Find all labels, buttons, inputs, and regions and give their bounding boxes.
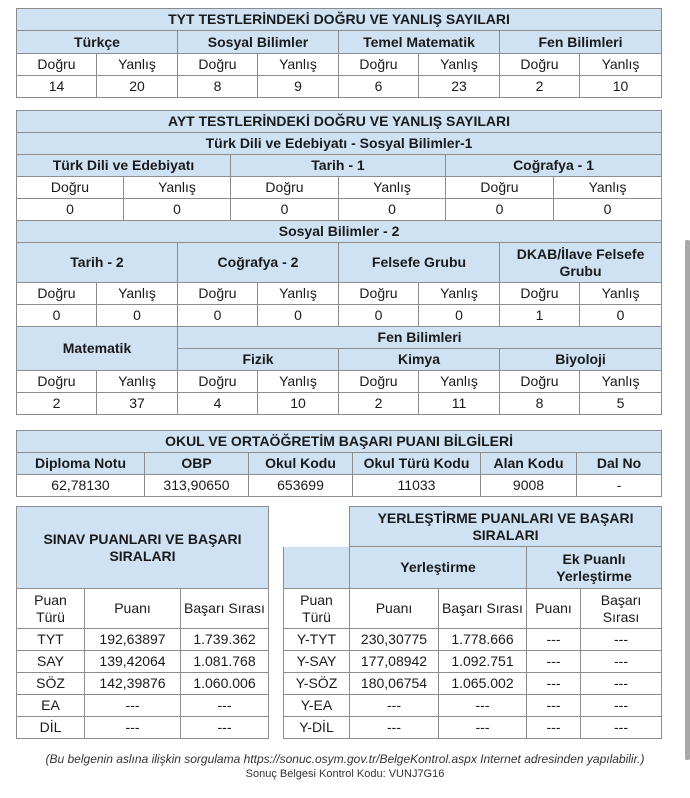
okul-table [16,430,662,497]
sinav-puan: --- [85,717,181,739]
dogru-header: Doğru [178,283,258,305]
obp-value: 313,90650 [145,475,249,497]
tyt-turkce-yanlis: 20 [97,76,178,98]
ayt-fizik-yanlis: 10 [258,393,339,415]
dogru-header: Doğru [446,177,554,199]
dogru-header: Doğru [339,283,419,305]
okul-title: OKUL VE ORTAÖĞRETİM BAŞARI PUANI BİLGİLERİ [17,431,662,453]
tyt-sosyal-dogru: 8 [178,76,258,98]
yanlis-header: Yanlış [554,177,662,199]
yanlis-header: Yanlış [124,177,231,199]
yanlis-header: Yanlış [258,283,339,305]
footer-verification-note: (Bu belgenin aslına ilişkin sorgulama https://sonuc.osym.gov.tr/BelgeKontrol.aspx Internet adresinden yapılabilir.) [45,752,645,766]
ayt-table-part2 [16,220,662,415]
ayt-sb1-title: Türk Dili ve Edebiyatı - Sosyal Bilimler-1 [17,133,662,155]
ayt-cografya2-yanlis: 0 [258,305,339,327]
ek-sira: --- [581,717,662,739]
ek-sira: --- [581,695,662,717]
diploma-notu-value: 62,78130 [17,475,145,497]
okul-turu-kodu-value: 11033 [353,475,481,497]
sinav-tur: DİL [17,717,85,739]
ek-sira: --- [581,651,662,673]
ayt-cografya1-dogru: 0 [446,199,554,221]
yer-sira: --- [439,717,527,739]
dogru-header: Doğru [17,177,124,199]
ek-sira: --- [581,673,662,695]
yer-sira: 1.092.751 [439,651,527,673]
tyt-temel-mat-yanlis: 23 [419,76,500,98]
ayt-edebiyat-yanlis: 0 [124,199,231,221]
yer-puan: --- [350,717,439,739]
ayt-dkab-dogru: 1 [500,305,580,327]
ayt-tarih2-yanlis: 0 [97,305,178,327]
yerlestirme-corner [284,507,350,547]
okul-turu-kodu-header: Okul Türü Kodu [353,453,481,475]
ek-puani-header: Puanı [527,589,581,629]
ayt-matematik-dogru: 2 [17,393,97,415]
puan-turu-header: Puan Türü [284,589,350,629]
ayt-fen-subject-kimya: Kimya [339,349,500,371]
dogru-header: Doğru [178,54,258,76]
basari-sirasi-header: Başarı Sırası [181,589,269,629]
ayt-cografya1-yanlis: 0 [554,199,662,221]
yer-puan: 180,06754 [350,673,439,695]
ayt-dkab-yanlis: 0 [580,305,662,327]
ayt-cografya2-dogru: 0 [178,305,258,327]
ayt-sb2-subject-dkab: DKAB/İlave Felsefe Grubu [500,243,662,283]
yer-sira: 1.065.002 [439,673,527,695]
dogru-header: Doğru [500,371,580,393]
ayt-sb2-subject-felsefe: Felsefe Grubu [339,243,500,283]
yanlis-header: Yanlış [419,283,500,305]
ayt-table [16,110,662,221]
sinav-puan: 142,39876 [85,673,181,695]
puani-header: Puanı [85,589,181,629]
sinav-sira: --- [181,695,269,717]
ayt-tarih1-yanlis: 0 [339,199,446,221]
vertical-scrollbar[interactable] [685,240,690,760]
okul-kodu-header: Okul Kodu [249,453,353,475]
yerlestirme-title: YERLEŞTİRME PUANLARI VE BAŞARI SIRALARI [350,507,662,547]
yanlis-header: Yanlış [97,283,178,305]
sinav-tur: TYT [17,629,85,651]
dal-no-value: - [577,475,662,497]
yer-sira: 1.778.666 [439,629,527,651]
yanlis-header: Yanlış [258,371,339,393]
tyt-title: TYT TESTLERİNDEKİ DOĞRU VE YANLIŞ SAYILARI [17,9,662,31]
sinav-puan: 192,63897 [85,629,181,651]
dogru-header: Doğru [231,177,339,199]
ayt-biyoloji-yanlis: 5 [580,393,662,415]
puani-header: Puanı [350,589,439,629]
ek-puan: --- [527,629,581,651]
yer-puan: 177,08942 [350,651,439,673]
footer-control-code: Sonuç Belgesi Kontrol Kodu: VUNJ7G16 [245,768,445,780]
yer-sira: --- [439,695,527,717]
dogru-header: Doğru [500,283,580,305]
yanlis-header: Yanlış [258,54,339,76]
yanlis-header: Yanlış [97,371,178,393]
ek-puan: --- [527,695,581,717]
ek-puan: --- [527,651,581,673]
ek-sira: --- [581,629,662,651]
tyt-fen-dogru: 2 [500,76,580,98]
ayt-sb2-subject-cografya: Coğrafya - 2 [178,243,339,283]
ayt-felsefe-yanlis: 0 [419,305,500,327]
sinav-sira: 1.739.362 [181,629,269,651]
sinav-tur: SAY [17,651,85,673]
obp-header: OBP [145,453,249,475]
yer-tur: Y-SAY [284,651,350,673]
okul-kodu-value: 653699 [249,475,353,497]
ayt-matematik-title: Matematik [17,327,178,371]
yanlis-header: Yanlış [580,283,662,305]
puan-turu-header: Puan Türü [17,589,85,629]
yanlis-header: Yanlış [419,54,500,76]
ayt-felsefe-dogru: 0 [339,305,419,327]
yer-tur: Y-TYT [284,629,350,651]
yer-tur: Y-SÖZ [284,673,350,695]
ayt-fen-subject-fizik: Fizik [178,349,339,371]
tyt-fen-yanlis: 10 [580,76,662,98]
yanlis-header: Yanlış [580,371,662,393]
dogru-header: Doğru [17,54,97,76]
sinav-puanlari-table [16,506,269,739]
ayt-kimya-dogru: 2 [339,393,419,415]
tyt-table [16,8,662,98]
alan-kodu-value: 9008 [481,475,577,497]
tyt-subject-turkce: Türkçe [17,31,178,54]
sinav-sira: 1.081.768 [181,651,269,673]
ayt-sb1-subject-cografya: Coğrafya - 1 [446,155,662,177]
yanlis-header: Yanlış [580,54,662,76]
ayt-fen-title: Fen Bilimleri [178,327,662,349]
tyt-temel-mat-dogru: 6 [339,76,419,98]
ek-puan: --- [527,673,581,695]
ayt-sb1-subject-tarih: Tarih - 1 [231,155,446,177]
diploma-notu-header: Diploma Notu [17,453,145,475]
sinav-puan: --- [85,695,181,717]
sinav-sira: 1.060.006 [181,673,269,695]
alan-kodu-header: Alan Kodu [481,453,577,475]
yer-tur: Y-EA [284,695,350,717]
yanlis-header: Yanlış [419,371,500,393]
yer-puan: 230,30775 [350,629,439,651]
sinav-tur: EA [17,695,85,717]
yanlis-header: Yanlış [339,177,446,199]
tyt-subject-sosyal: Sosyal Bilimler [178,31,339,54]
ayt-sb1-subject-edebiyat: Türk Dili ve Edebiyatı [17,155,231,177]
tyt-subject-temel-mat: Temel Matematik [339,31,500,54]
basari-sirasi-header: Başarı Sırası [439,589,527,629]
yanlis-header: Yanlış [97,54,178,76]
tyt-turkce-dogru: 14 [17,76,97,98]
yer-puan: --- [350,695,439,717]
yerlestirme-puanlari-table [283,506,662,739]
ayt-title: AYT TESTLERİNDEKİ DOĞRU VE YANLIŞ SAYILARI [17,111,662,133]
ayt-sb2-subject-tarih: Tarih - 2 [17,243,178,283]
dogru-header: Doğru [339,371,419,393]
ayt-biyoloji-dogru: 8 [500,393,580,415]
yer-tur: Y-DİL [284,717,350,739]
yerlestirme-corner-lower [284,547,350,589]
ayt-sb2-title: Sosyal Bilimler - 2 [17,221,662,243]
tyt-sosyal-yanlis: 9 [258,76,339,98]
tyt-subject-fen: Fen Bilimleri [500,31,662,54]
ayt-tarih1-dogru: 0 [231,199,339,221]
dogru-header: Doğru [178,371,258,393]
sinav-tur: SÖZ [17,673,85,695]
ayt-matematik-yanlis: 37 [97,393,178,415]
ek-basari-sirasi-header: Başarı Sırası [581,589,662,629]
dogru-header: Doğru [17,283,97,305]
sinav-puan: 139,42064 [85,651,181,673]
sinav-title: SINAV PUANLARI VE BAŞARI SIRALARI [17,507,269,589]
sinav-sira: --- [181,717,269,739]
dogru-header: Doğru [500,54,580,76]
ayt-fizik-dogru: 4 [178,393,258,415]
ayt-tarih2-dogru: 0 [17,305,97,327]
yerlestirme-subheader: Yerleştirme [350,547,527,589]
dogru-header: Doğru [339,54,419,76]
dal-no-header: Dal No [577,453,662,475]
ayt-fen-subject-biyoloji: Biyoloji [500,349,662,371]
ek-puanli-yerlestirme-subheader: Ek Puanlı Yerleştirme [527,547,662,589]
dogru-header: Doğru [17,371,97,393]
ayt-edebiyat-dogru: 0 [17,199,124,221]
ek-puan: --- [527,717,581,739]
ayt-kimya-yanlis: 11 [419,393,500,415]
